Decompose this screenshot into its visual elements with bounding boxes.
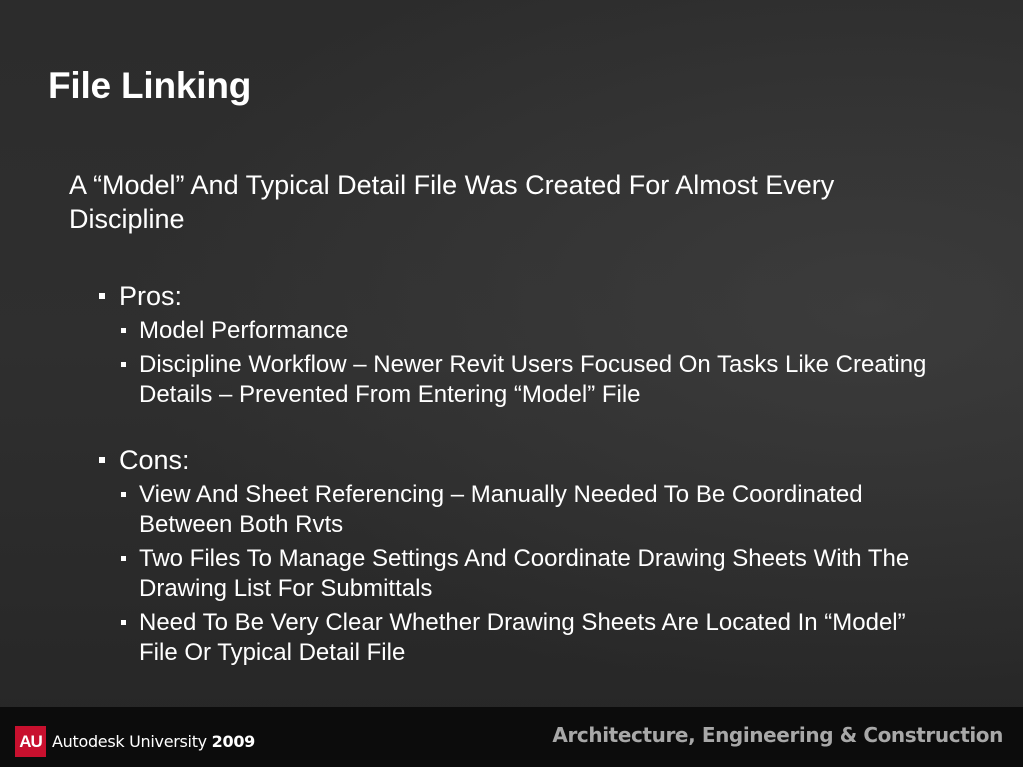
square-bullet-icon: [99, 293, 105, 299]
intro-text: A “Model” And Typical Detail File Was Created For Almost Every Discipline: [69, 170, 835, 234]
list-item-text: Need To Be Very Clear Whether Drawing Sheets Are Located In “Model” File Or Typical Detail File: [139, 609, 906, 666]
list-item-text: View And Sheet Referencing – Manually Needed To Be Coordinated Between Both Rvts: [139, 481, 863, 538]
cons-section: [99, 444, 979, 668]
square-bullet-icon: [121, 362, 126, 367]
au-logo-icon: AU: [15, 726, 46, 757]
square-bullet-icon: [121, 328, 126, 333]
list-item: [121, 316, 949, 346]
list-item: [121, 480, 949, 540]
list-item: [121, 350, 949, 410]
list-item: [121, 544, 949, 604]
square-bullet-icon: [121, 492, 126, 497]
section-heading: [99, 280, 979, 312]
square-bullet-icon: [99, 457, 105, 463]
footer-tagline: Architecture, Engineering & Construction: [552, 723, 1003, 747]
slide-title: File Linking: [48, 65, 252, 106]
footer-bar: [0, 707, 1023, 767]
pros-list: [121, 316, 979, 410]
slide-content: [69, 168, 979, 672]
list-item-text: Two Files To Manage Settings And Coordinate Drawing Sheets With The Drawing List For Submittals: [139, 545, 910, 602]
list-item-text: Model Performance: [139, 317, 349, 344]
list-item-text: Discipline Workflow – Newer Revit Users Focused On Tasks Like Creating Details – Prevented From Entering “Model” File: [139, 351, 927, 408]
section-heading: [99, 444, 979, 476]
brand-name: [52, 730, 255, 754]
cons-list: [121, 480, 979, 668]
section-heading-label: Cons:: [119, 445, 190, 475]
section-heading-label: Pros:: [119, 281, 183, 311]
brand-label: Autodesk University: [52, 732, 207, 751]
list-item: [121, 608, 949, 668]
square-bullet-icon: [121, 556, 126, 561]
square-bullet-icon: [121, 620, 126, 625]
pros-section: [99, 280, 979, 410]
brand-year: 2009: [211, 732, 255, 751]
